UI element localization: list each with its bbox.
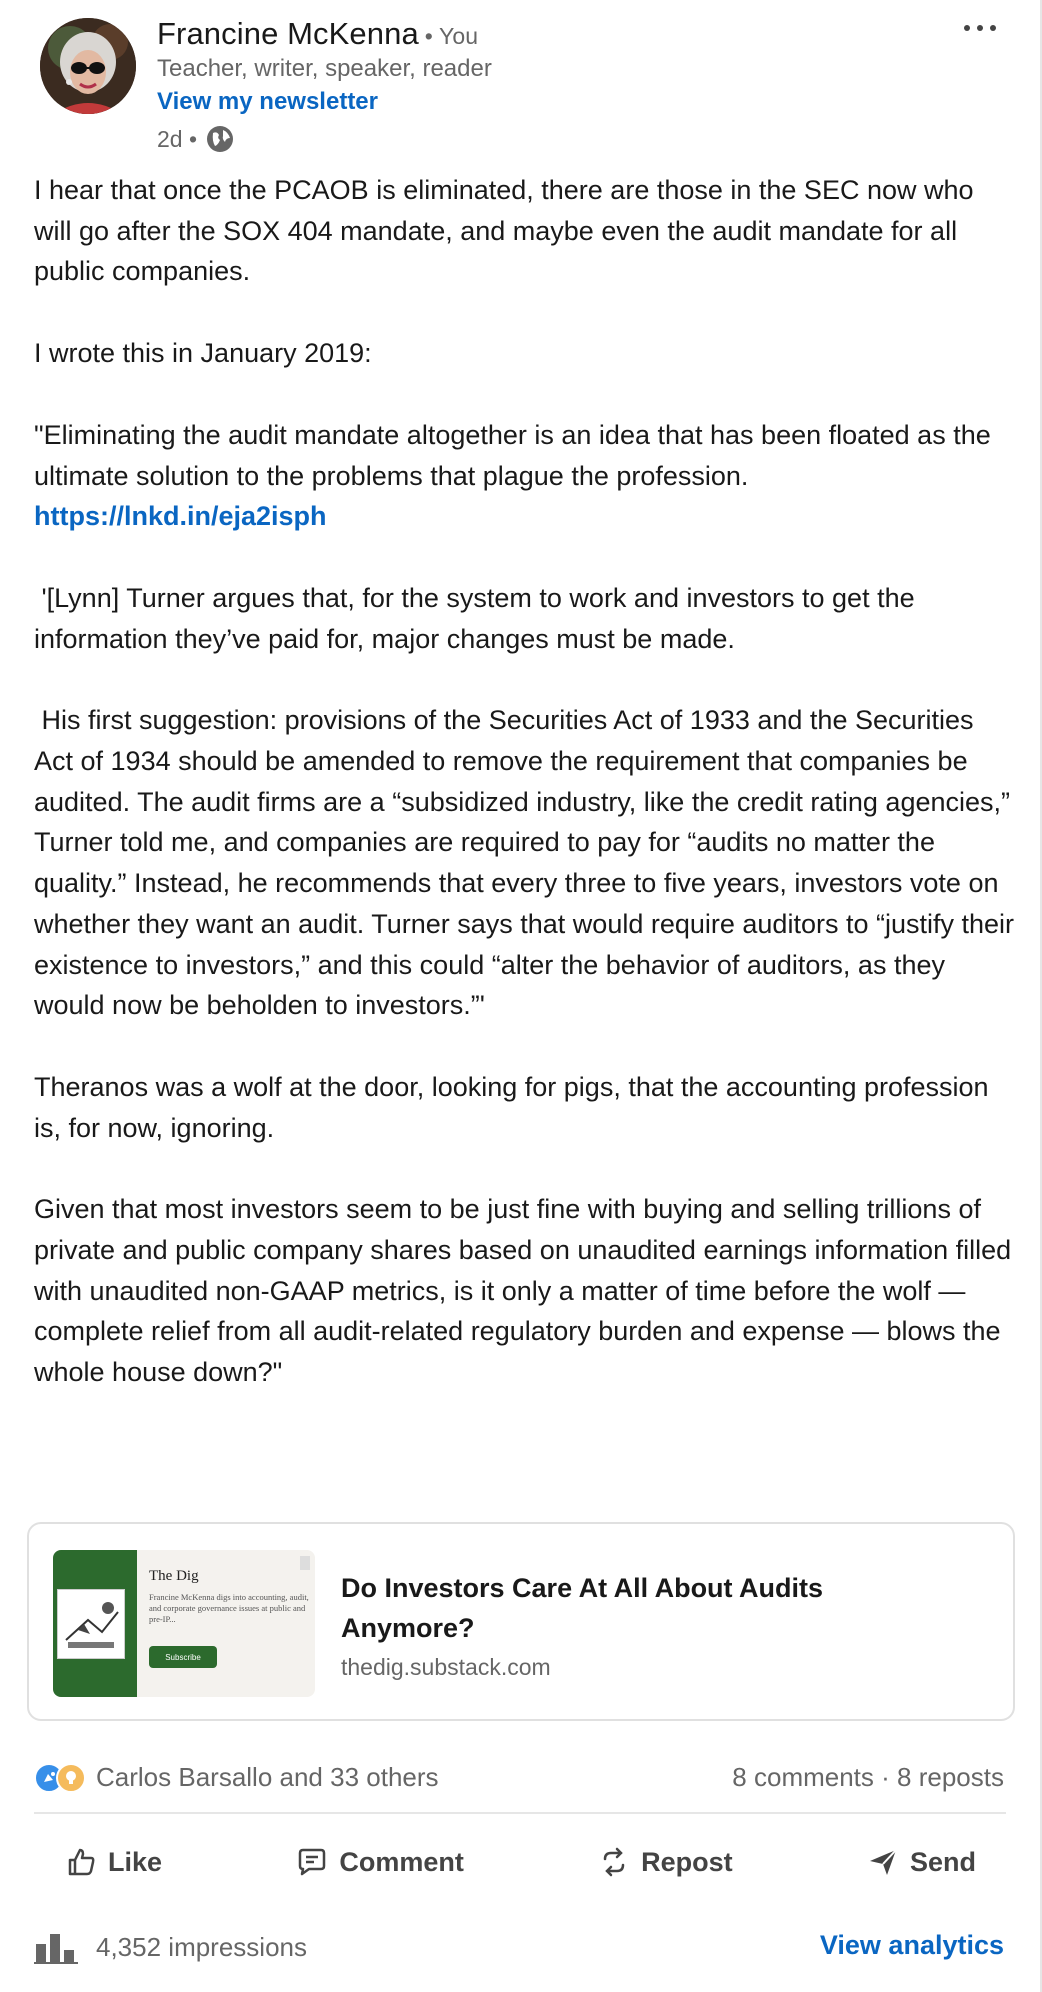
- view-newsletter-link[interactable]: View my newsletter: [157, 88, 378, 115]
- analytics-summary: [34, 1930, 307, 1964]
- send-label: Send: [909, 1846, 976, 1877]
- post-paragraph: Theranos was a wolf at the door, looking for pigs, that the accounting profession is, for now, ignoring.: [34, 1071, 997, 1143]
- send-icon: [866, 1845, 900, 1879]
- preview-domain: thedig.substack.com: [341, 1654, 551, 1680]
- post-paragraph: "Eliminating the audit mandate altogether is an idea that has been floated as the ultimate solution to the problems that plague the profession.: [34, 419, 999, 491]
- insightful-reaction-icon: [56, 1763, 86, 1793]
- post-body: [34, 170, 1022, 1393]
- engagement-counts: [732, 1762, 1004, 1793]
- reactions-summary[interactable]: [34, 1762, 439, 1793]
- repost-icon: [597, 1845, 631, 1879]
- repost-button[interactable]: [567, 1837, 763, 1887]
- like-label: Like: [108, 1846, 163, 1877]
- illustration-icon: [57, 1589, 125, 1659]
- comments-count[interactable]: 8 comments: [732, 1762, 874, 1792]
- reposts-count[interactable]: 8 reposts: [897, 1762, 1004, 1792]
- post-time: 2d •: [157, 125, 198, 152]
- counts-separator: ·: [881, 1762, 890, 1792]
- author-name-row[interactable]: [157, 16, 478, 52]
- author-headline: Teacher, writer, speaker, reader: [157, 55, 492, 82]
- post-paragraph: His first suggestion: provisions of the Securities Act of 1933 and the Securities Act of 1934 should be amended to remove the requirement that companies be audited. The audit firms are a “subsidized industry, like the credit rating agencies,” Turner told me, and companies are required to pay for “audits no matter the quality.” Instead, he recommends that every three to five years, investors vote on whether they want an audit. Turner says that would require auditors to “justify their existence to investors,” and this could “alter the behavior of auditors, as they would now be beholden to investors.”': [34, 705, 1022, 1021]
- preview-thumb-title: The Dig: [149, 1568, 199, 1584]
- like-button[interactable]: [34, 1837, 192, 1887]
- preview-thumbnail[interactable]: [53, 1550, 315, 1697]
- thumbs-up-icon: [64, 1845, 98, 1879]
- comment-label: Comment: [339, 1846, 464, 1877]
- post-meta: [157, 124, 235, 154]
- post-paragraph: '[Lynn] Turner argues that, for the system to work and investors to get the information they’ve paid for, major changes must be made.: [34, 582, 923, 654]
- bookmark-icon: [300, 1556, 310, 1570]
- post-paragraph: Given that most investors seem to be just fine with buying and selling trillions of private and public company shares based on unaudited earnings information filled with unaudited non-GAAP metrics, is it only a matter of time before the wolf —complete relief from all audit-related regulatory burden and expense — blows the whole house down?": [34, 1194, 1019, 1388]
- globe-icon: [205, 124, 235, 154]
- view-analytics-link[interactable]: View analytics: [819, 1930, 1004, 1960]
- repost-label: Repost: [641, 1846, 733, 1877]
- you-badge: • You: [424, 23, 479, 49]
- post-paragraph: I hear that once the PCAOB is eliminated, there are those in the SEC now who will go after the SOX 404 mandate, and maybe even the audit mandate for all public companies.: [34, 175, 982, 287]
- impressions-count: 4,352 impressions: [96, 1931, 307, 1962]
- link-preview-card[interactable]: [27, 1522, 1015, 1721]
- bar-chart-icon: [34, 1930, 80, 1964]
- preview-title[interactable]: Do Investors Care At All About Audits Anymore?: [341, 1573, 824, 1643]
- comment-icon: [295, 1845, 329, 1879]
- reactions-text[interactable]: Carlos Barsallo and 33 others: [96, 1762, 439, 1792]
- send-button[interactable]: [836, 1837, 1006, 1887]
- preview-thumb-desc: Francine McKenna digs into accounting, audit, and corporate governance issues at public and pre-IP...: [149, 1592, 309, 1624]
- action-bar: [34, 1830, 1006, 1894]
- author-name[interactable]: Francine McKenna: [157, 16, 419, 51]
- post-link[interactable]: https://lnkd.in/eja2isph: [34, 501, 327, 532]
- preview-subscribe-button: Subscribe: [149, 1646, 217, 1668]
- divider: [34, 1812, 1006, 1814]
- more-options-icon[interactable]: [960, 8, 1000, 48]
- author-avatar[interactable]: [40, 18, 136, 114]
- post-paragraph: I wrote this in January 2019:: [34, 338, 372, 369]
- comment-button[interactable]: [265, 1837, 494, 1887]
